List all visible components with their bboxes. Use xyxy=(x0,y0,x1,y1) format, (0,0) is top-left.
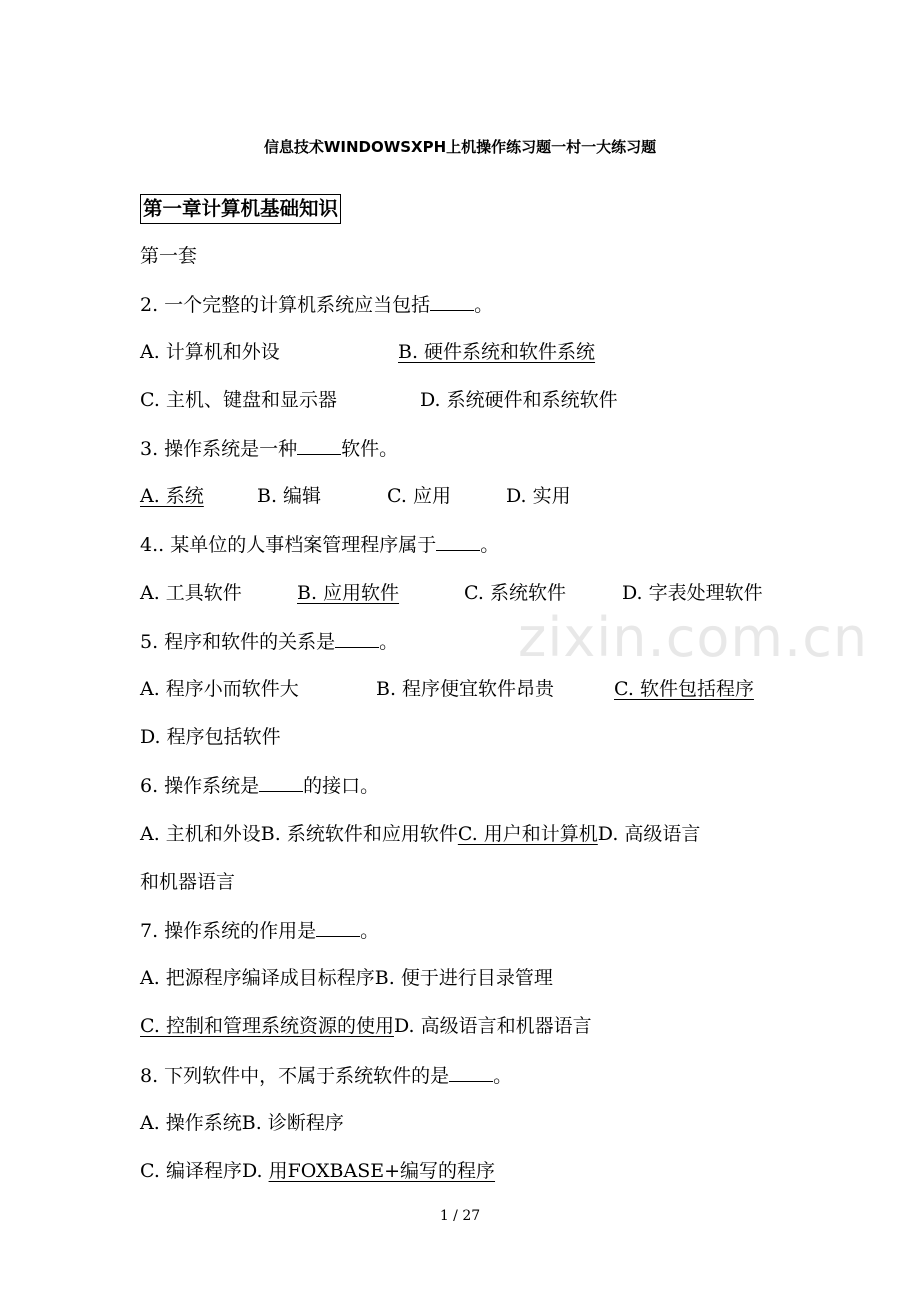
page-number: 1 / 27 xyxy=(439,1208,481,1224)
answer-blank xyxy=(335,627,379,648)
answer-blank xyxy=(259,771,303,792)
option-d: D. 字表处理软件 xyxy=(622,582,763,604)
option-a-b: A. 操作系统B. 诊断程序 xyxy=(140,1112,344,1134)
option-d-correct: 用FOXBASE+编写的程序 xyxy=(268,1160,496,1182)
question-6 xyxy=(140,771,379,800)
document-title: 信息技术WINDOWSXPH上机操作练习题一村一大练习题 xyxy=(263,138,657,156)
question-stem: 6. 操作系统是 xyxy=(140,775,260,797)
question-stem-end: 。 xyxy=(379,631,399,653)
question-stem: 7. 操作系统的作用是 xyxy=(140,920,317,942)
question-2 xyxy=(140,290,493,319)
option-a-b: A. 把源程序编译成目标程序B. 便于进行目录管理 xyxy=(140,967,553,989)
question-stem: 5. 程序和软件的关系是 xyxy=(140,631,336,653)
option-b: B. 程序便宜软件昂贵 xyxy=(376,678,555,700)
chapter-heading: 第一章计算机基础知识 xyxy=(140,194,341,224)
options-line xyxy=(140,1157,495,1185)
option-c-correct: C. 控制和管理系统资源的使用 xyxy=(140,1015,394,1037)
question-stem: 2. 一个完整的计算机系统应当包括 xyxy=(140,294,431,316)
question-8 xyxy=(140,1061,512,1090)
option-a: A. 程序小而软件大 xyxy=(140,678,299,700)
option-a-correct: A. 系统 xyxy=(140,485,204,507)
watermark: zixin.com.cn xyxy=(518,606,869,669)
question-stem-end: 的接口。 xyxy=(303,775,380,797)
answer-blank xyxy=(430,290,474,311)
question-7 xyxy=(140,916,379,945)
option-c-d: C. 编译程序D. xyxy=(140,1160,269,1182)
question-stem-end: 。 xyxy=(493,1065,513,1087)
option-b: B. 编辑 xyxy=(257,485,322,507)
set-title: 第一套 xyxy=(140,245,198,267)
option-d: D. 程序包括软件 xyxy=(140,726,281,748)
question-3 xyxy=(140,434,398,463)
option-c: C. 系统软件 xyxy=(464,582,566,604)
option-d: D. 系统硬件和系统软件 xyxy=(420,389,618,411)
option-a: A. 计算机和外设 xyxy=(140,341,280,363)
option-b-correct: B. 硬件系统和软件系统 xyxy=(398,341,596,363)
option-c-correct: C. 用户和计算机 xyxy=(457,823,598,845)
option-a-b: A. 主机和外设B. 系统软件和应用软件 xyxy=(140,823,458,845)
question-stem: 3. 操作系统是一种 xyxy=(140,438,298,460)
option-c: C. 主机、键盘和显示器 xyxy=(140,389,337,411)
answer-blank xyxy=(449,1061,493,1082)
option-b-correct: B. 应用软件 xyxy=(297,582,400,604)
question-stem-end: 。 xyxy=(474,294,494,316)
question-stem-end: 软件。 xyxy=(341,438,399,460)
question-4 xyxy=(140,530,499,559)
option-d: D. 实用 xyxy=(506,485,571,507)
question-stem-end: 。 xyxy=(480,534,500,556)
option-c: C. 应用 xyxy=(387,485,451,507)
question-stem: 8. 下列软件中，不属于系统软件的是 xyxy=(140,1065,450,1087)
option-a: A. 工具软件 xyxy=(140,582,242,604)
answer-blank xyxy=(436,530,480,551)
option-d-continued: 和机器语言 xyxy=(140,871,236,893)
options-line xyxy=(140,1012,592,1040)
option-d: D. 高级语言和机器语言 xyxy=(393,1015,592,1037)
answer-blank xyxy=(316,916,360,937)
question-stem: 4.. 某单位的人事档案管理程序属于 xyxy=(140,534,437,556)
options-line xyxy=(140,820,700,848)
option-d: D. 高级语言 xyxy=(597,823,701,845)
answer-blank xyxy=(297,434,341,455)
question-5 xyxy=(140,627,398,656)
option-c-correct: C. 软件包括程序 xyxy=(614,678,754,700)
question-stem-end: 。 xyxy=(360,920,380,942)
